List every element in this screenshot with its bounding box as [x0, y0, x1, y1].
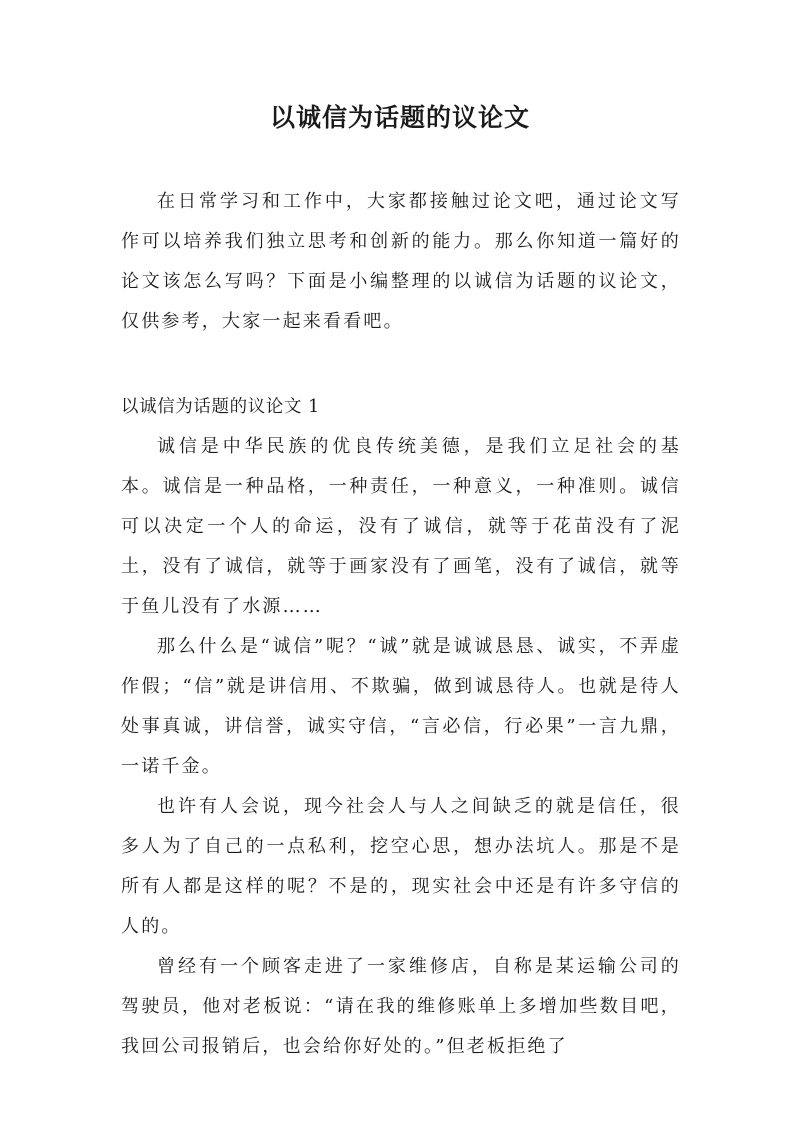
intro-paragraph: 在日常学习和工作中，大家都接触过论文吧，通过论文写作可以培养我们独立思考和创新的能力。那么你知道一篇好的论文该怎么写吗？下面是小编整理的以诚信为话题的议论文，仅供参考，大家一起来看看吧。 [121, 191, 681, 332]
document-title: 以诚信为话题的议论文 [269, 103, 530, 132]
body-paragraph-4: 曾经有一个顾客走进了一家维修店，自称是某运输公司的驾驶员，他对老板说：“请在我的维修账单上多增加些数目吧，我回公司报销后，也会给你好处的。”但老板拒绝了 [121, 956, 681, 1057]
document-body [121, 182, 681, 1067]
body-paragraph-1: 诚信是中华民族的优良传统美德，是我们立足社会的基本。诚信是一种品格，一种责任，一种意义，一种准则。诚信可以决定一个人的命运，没有了诚信，就等于花苗没有了泥土，没有了诚信，就等于画家没有了画笔，没有了诚信，就等于鱼儿没有了水源…… [121, 436, 681, 617]
body-paragraph-3: 也许有人会说，现今社会人与人之间缺乏的就是信任，很多人为了自己的一点私利，挖空心思，想办法坑人。那是不是所有人都是这样的呢？不是的，现实社会中还是有许多守信的人的。 [121, 796, 681, 937]
body-paragraph-2: 那么什么是“诚信”呢？“诚”就是诚诚恳恳、诚实，不弄虚作假；“信”就是讲信用、不欺骗，做到诚恳待人。也就是待人处事真诚，讲信誉，诚实守信，“言必信，行必果”一言九鼎，一诺千金。 [121, 636, 681, 777]
section-heading: 以诚信为话题的议论文 1 [121, 397, 320, 417]
